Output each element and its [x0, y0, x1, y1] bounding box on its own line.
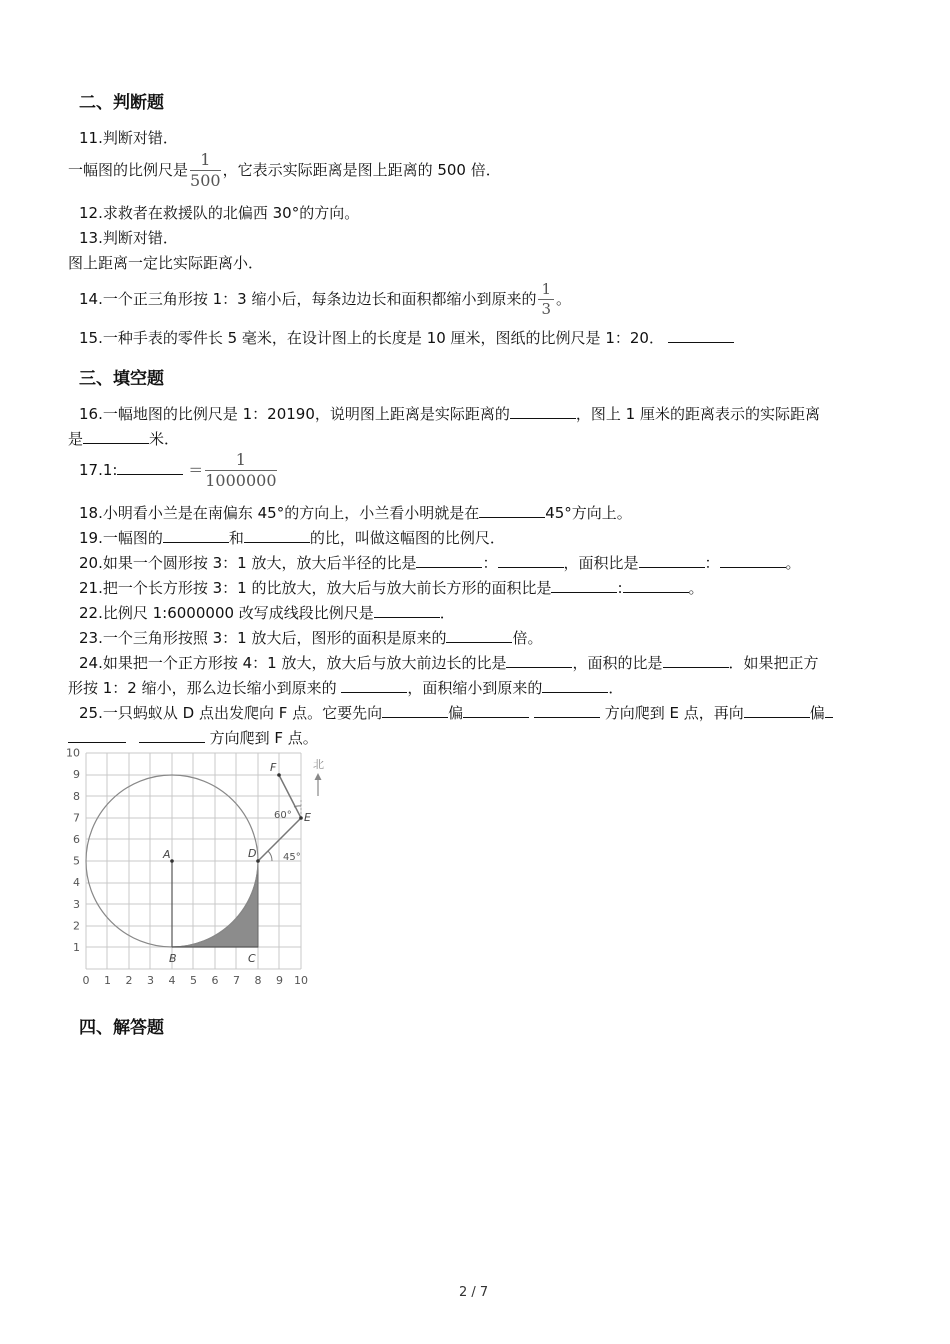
x-tick-label: 4: [168, 974, 176, 987]
point-A: [170, 859, 174, 863]
q25-text-e: 方向爬到 F 点。: [209, 729, 318, 747]
q14-post: 。: [556, 290, 572, 308]
q16-blank-1[interactable]: [510, 404, 576, 419]
q11-statement: [68, 150, 501, 190]
q19-blank-2[interactable]: [244, 528, 310, 543]
q19-blank-1[interactable]: [163, 528, 229, 543]
q25-line1: [79, 703, 833, 723]
q24-blank-4[interactable]: [542, 678, 608, 693]
q20-text-b: ：: [482, 554, 498, 572]
point-F: [277, 773, 281, 777]
q21-blank-2[interactable]: [623, 578, 689, 593]
q21-text-c: 。: [688, 579, 704, 597]
q25-line2: [68, 728, 318, 748]
q17-statement: [79, 450, 279, 490]
section-heading-judge: 二、判断题: [79, 93, 164, 113]
y-tick-label: 9: [73, 768, 80, 782]
q14-fraction: [538, 282, 554, 317]
q24-text-e: ，面积缩小到原来的: [407, 679, 543, 697]
q16-text-a: 16.一幅地图的比例尺是 1：20190，说明图上距离是实际距离的: [79, 405, 510, 423]
x-tick-label: 1: [104, 974, 111, 987]
q21-blank-1[interactable]: [551, 578, 617, 593]
y-tick-label: 2: [73, 919, 80, 933]
q20-text-a: 20.如果一个圆形按 3：1 放大，放大后半径的比是: [79, 554, 417, 572]
angle-60-label: 60°: [274, 810, 292, 821]
q20-blank-2[interactable]: [498, 553, 564, 568]
y-tick-label: 5: [73, 854, 80, 868]
q18-text-a: 18.小明看小兰是在南偏东 45°的方向上，小兰看小明就是在: [79, 504, 480, 522]
q20-blank-3[interactable]: [639, 553, 705, 568]
x-tick-label: 3: [147, 974, 154, 987]
q22-statement: [79, 603, 455, 623]
section-heading-answer: 四、解答题: [79, 1018, 164, 1038]
grid-figure: [64, 748, 328, 992]
q25-text-c: 方向爬到 E 点，再向: [604, 704, 744, 722]
label-E: E: [304, 811, 311, 824]
y-tick-label: 7: [73, 811, 80, 825]
point-E: [299, 816, 303, 820]
q11-denominator: 500: [190, 171, 221, 190]
q12-text: 12.求救者在救援队的北偏西 30°的方向。: [79, 204, 360, 222]
x-tick-label: 9: [276, 974, 283, 987]
page-number: 2 / 7: [459, 1285, 489, 1300]
q25-blank-1[interactable]: [382, 703, 448, 718]
q25-text-d: 偏: [809, 704, 825, 722]
q25-blank-4[interactable]: [744, 703, 810, 718]
y-tick-label: 1: [73, 941, 80, 954]
q21-text-b: :: [617, 579, 623, 597]
q20-text-c: ，面积比是: [563, 554, 639, 572]
q24-blank-3[interactable]: [341, 678, 407, 693]
q24-blank-2[interactable]: [663, 653, 729, 668]
q16-blank-2[interactable]: [83, 429, 149, 444]
x-tick-label: 10: [294, 974, 308, 987]
q17-fraction: [205, 452, 276, 489]
q20-text-e: 。: [785, 554, 801, 572]
point-D: [256, 859, 260, 863]
q20-statement: [79, 553, 801, 573]
q15-blank[interactable]: [668, 328, 734, 343]
q16-text-c: 是: [68, 430, 84, 448]
x-tick-label: 8: [254, 974, 262, 987]
q21-text-a: 21.把一个长方形按 3：1 的比放大，放大后与放大前长方形的面积比是: [79, 579, 552, 597]
x-tick-label: 6: [211, 974, 219, 987]
q24-line1: [79, 653, 819, 673]
q13-statement: 图上距离一定比实际距离小．: [68, 254, 264, 272]
q11-post: ，它表示实际距离是图上距离的 500 倍．: [222, 161, 501, 179]
q25-blank-5b[interactable]: [68, 728, 126, 743]
q17-pre: 17.1:: [79, 461, 118, 479]
q16-text-b: ，图上 1 厘米的距离表示的实际距离: [575, 405, 820, 423]
q19-text-b: 和: [228, 529, 244, 547]
y-tick-label: 6: [73, 833, 80, 846]
q21-statement: [79, 578, 704, 598]
y-tick-label: 3: [73, 897, 80, 911]
q19-text-a: 19.一幅图的: [79, 529, 163, 547]
q25-text-b: 偏: [448, 704, 464, 722]
q24-line2: [68, 678, 623, 698]
q14-pre: 14.一个正三角形按 1：3 缩小后，每条边边长和面积都缩小到原来的: [79, 290, 537, 308]
q24-text-f: ．: [608, 679, 624, 697]
q20-blank-1[interactable]: [416, 553, 482, 568]
label-C: C: [248, 952, 256, 965]
q22-blank[interactable]: [374, 603, 440, 618]
q17-denominator: 1000000: [205, 471, 277, 490]
q22-text-b: ．: [439, 604, 455, 622]
q14-denominator: 3: [541, 300, 552, 318]
label-A: A: [163, 848, 171, 861]
q14-statement: [79, 278, 571, 320]
q15-text: 15.一种手表的零件长 5 毫米，在设计图上的长度是 10 厘米，图纸的比例尺是 1：20．: [79, 329, 664, 347]
q14-numerator: 1: [538, 282, 554, 300]
y-tick-label: 8: [73, 789, 80, 803]
q23-statement: [79, 628, 543, 648]
q25-text-a: 25.一只蚂蚁从 D 点出发爬向 F 点。它要先向: [79, 704, 383, 722]
q20-blank-4[interactable]: [720, 553, 786, 568]
q16-line2: [68, 429, 179, 449]
q23-blank[interactable]: [446, 628, 512, 643]
q16-text-d: 米．: [149, 430, 180, 448]
q25-blank-3[interactable]: [534, 703, 600, 718]
q22-text-a: 22.比例尺 1:6000000 改写成线段比例尺是: [79, 604, 374, 622]
q18-statement: [79, 503, 632, 523]
q23-text-a: 23.一个三角形按照 3：1 放大后，图形的面积是原来的: [79, 629, 447, 647]
label-F: F: [270, 761, 277, 774]
q24-text-d: 形按 1：2 缩小，那么边长缩小到原来的: [68, 679, 337, 697]
q13-title: 13.判断对错．: [79, 229, 178, 247]
label-D: D: [248, 847, 257, 860]
angle-45-label: 45°: [283, 852, 301, 863]
q24-text-a: 24.如果把一个正方形按 4：1 放大，放大后与放大前边长的比是: [79, 654, 507, 672]
q20-text-d: ：: [704, 554, 720, 572]
q25-blank-6[interactable]: [139, 728, 205, 743]
y-tick-label: 4: [73, 876, 80, 890]
q23-text-b: 倍。: [512, 629, 543, 647]
q24-blank-1[interactable]: [506, 653, 572, 668]
q16-line1: [79, 404, 820, 424]
q18-text-b: 45°方向上。: [545, 504, 632, 522]
x-tick-label: 7: [233, 974, 240, 987]
q18-blank[interactable]: [479, 503, 545, 518]
y-tick-label: 10: [66, 748, 80, 760]
q15-statement: [79, 328, 734, 348]
q19-text-c: 的比，叫做这幅图的比例尺．: [309, 529, 505, 547]
q19-statement: [79, 528, 505, 548]
q11-numerator: 1: [190, 152, 221, 171]
q17-numerator: 1: [205, 452, 276, 471]
x-tick-label: 5: [190, 974, 197, 987]
x-tick-label: 0: [82, 974, 90, 987]
section-heading-fill: 三、填空题: [79, 369, 164, 389]
label-B: B: [169, 952, 177, 965]
q11-pre: 一幅图的比例尺是: [68, 161, 189, 179]
q25-blank-2[interactable]: [463, 703, 529, 718]
x-tick-label: 2: [125, 974, 133, 987]
north-label: 北: [313, 758, 324, 771]
q17-blank[interactable]: [117, 460, 183, 475]
q25-blank-5a[interactable]: [825, 703, 833, 718]
q11-fraction: [190, 152, 221, 189]
q17-equals: ＝: [188, 461, 204, 479]
q24-text-b: ，面积的比是: [572, 654, 663, 672]
q24-text-c: ．如果把正方: [728, 654, 819, 672]
q11-title: 11.判断对错．: [79, 129, 178, 147]
